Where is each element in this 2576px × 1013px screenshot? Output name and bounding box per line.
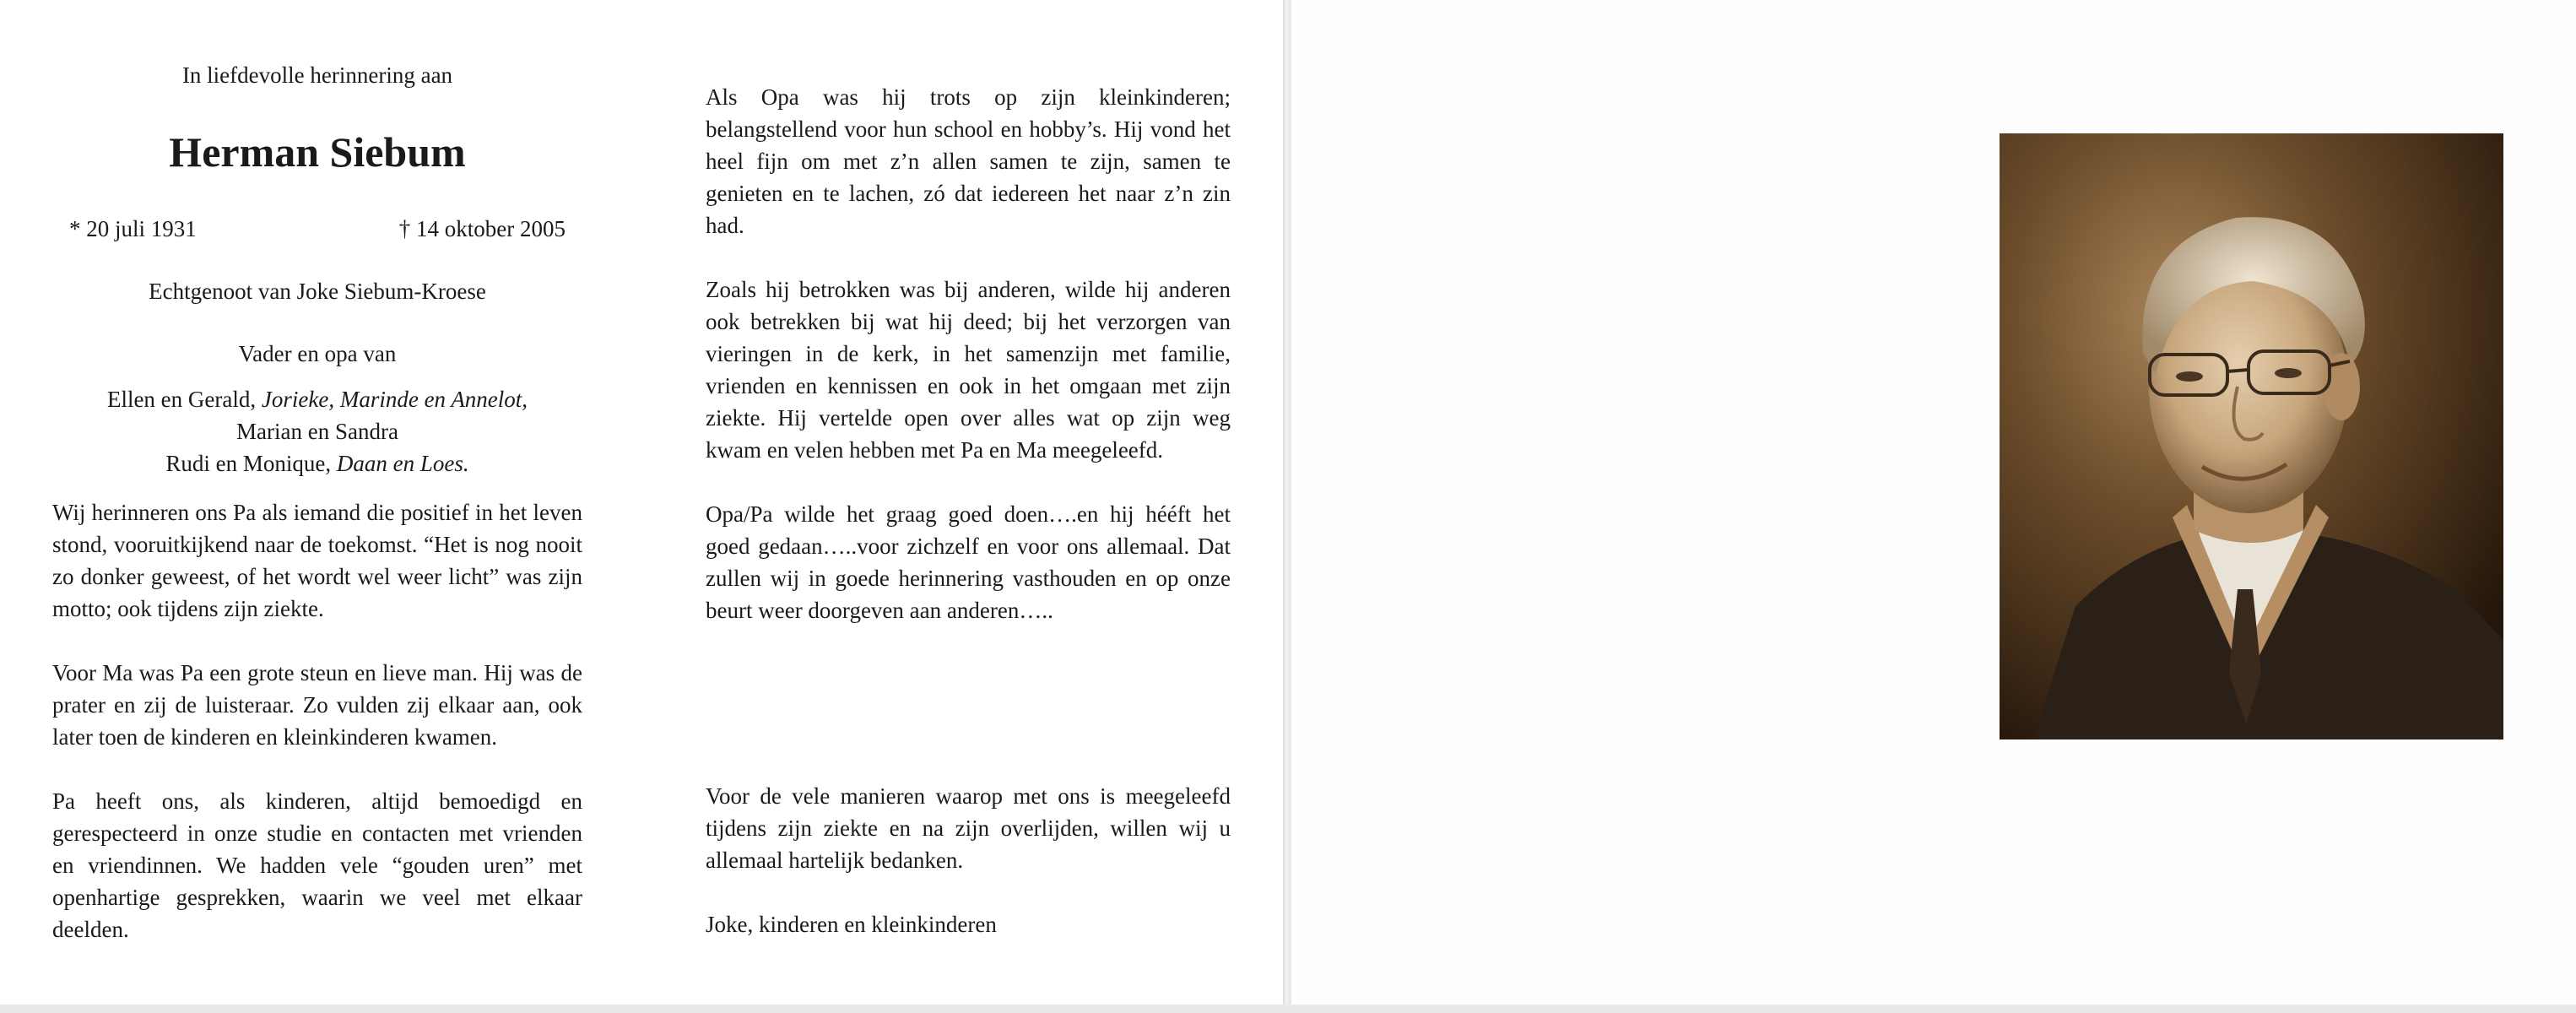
grandchildren-names: Daan en Loes. bbox=[336, 451, 469, 476]
intro-text: In liefdevolle herinnering aan bbox=[181, 62, 453, 88]
card-fold bbox=[1283, 0, 1291, 1013]
memory-paragraph-1: Wij herinneren ons Pa als iemand die positief in het leven stond, vooruitkijkend naar de toekomst. “Het is nog nooit zo donker geweest, of het wordt wel weer licht” was zijn motto; ook tijdens zijn ziekte. bbox=[52, 500, 582, 621]
family-names: Ellen en Gerald, bbox=[106, 387, 262, 412]
family-list bbox=[52, 383, 582, 479]
grandchildren-names: Jorieke, Marinde en Annelot, bbox=[261, 387, 528, 412]
death-date: † 14 oktober 2005 bbox=[398, 216, 566, 241]
family-names: Marian en Sandra bbox=[236, 419, 398, 444]
signature-line: Joke, kinderen en kleinkinderen bbox=[706, 912, 997, 937]
spouse-line: Echtgenoot van Joke Siebum-Kroese bbox=[149, 279, 486, 304]
birth-date: * 20 juli 1931 bbox=[69, 216, 197, 241]
role-line: Vader en opa van bbox=[238, 341, 397, 366]
portrait-illustration bbox=[2000, 133, 2503, 739]
family-line-2 bbox=[52, 415, 582, 447]
thanks-paragraph: Voor de vele manieren waarop met ons is meegeleefd tijdens zijn ziekte en na zijn overlijden, willen wij u allemaal hartelijk bedanken. bbox=[706, 783, 1231, 873]
life-dates bbox=[69, 213, 566, 245]
card-bottom-edge bbox=[0, 1005, 2576, 1013]
portrait-photo bbox=[2000, 133, 2503, 739]
memory-paragraph-6: Opa/Pa wilde het graag goed doen….en hij hééft het goed gedaan…..voor zichzelf en voor ons allemaal. Dat zullen wij in goede herinnering vasthouden en op onze beurt weer doorgeven aan anderen….. bbox=[706, 501, 1231, 623]
family-line-1 bbox=[52, 383, 582, 415]
memory-paragraph-3: Pa heeft ons, als kinderen, altijd bemoedigd en gerespecteerd in onze studie en contacten met vrienden en vriendinnen. We hadden vele “gouden uren” met openhartige gesprekken, waarin we veel met elkaar deelden. bbox=[52, 788, 582, 942]
family-line-3 bbox=[52, 447, 582, 479]
memory-paragraph-5: Zoals hij betrokken was bij anderen, wilde hij anderen ook betrekken bij wat hij deed; bij het verzorgen van vieringen in de kerk, in het samenzijn met familie, vrienden en kennissen en ook in het omgaan met zijn ziekte. Hij vertelde open over alles wat op zijn weg kwam en velen hebben met Pa en Ma meegeleefd. bbox=[706, 277, 1231, 463]
deceased-name: Herman Siebum bbox=[169, 128, 466, 176]
memory-paragraph-4: Als Opa was hij trots op zijn kleinkinderen; belangstellend voor hun school en hobby’s. Hij vond het heel fijn om met z’n allen samen te zijn, samen te genieten en te lachen, zó dat iedereen het naar z’n zin had. bbox=[706, 84, 1231, 238]
memory-paragraph-2: Voor Ma was Pa een grote steun en lieve man. Hij was de prater en zij de luisteraar. Zo vulden zij elkaar aan, ook later toen de kinderen en kleinkinderen kwamen. bbox=[52, 660, 582, 750]
family-names: Rudi en Monique, bbox=[165, 451, 337, 476]
memorial-column-right bbox=[706, 81, 1231, 940]
memorial-column-left bbox=[52, 51, 582, 945]
